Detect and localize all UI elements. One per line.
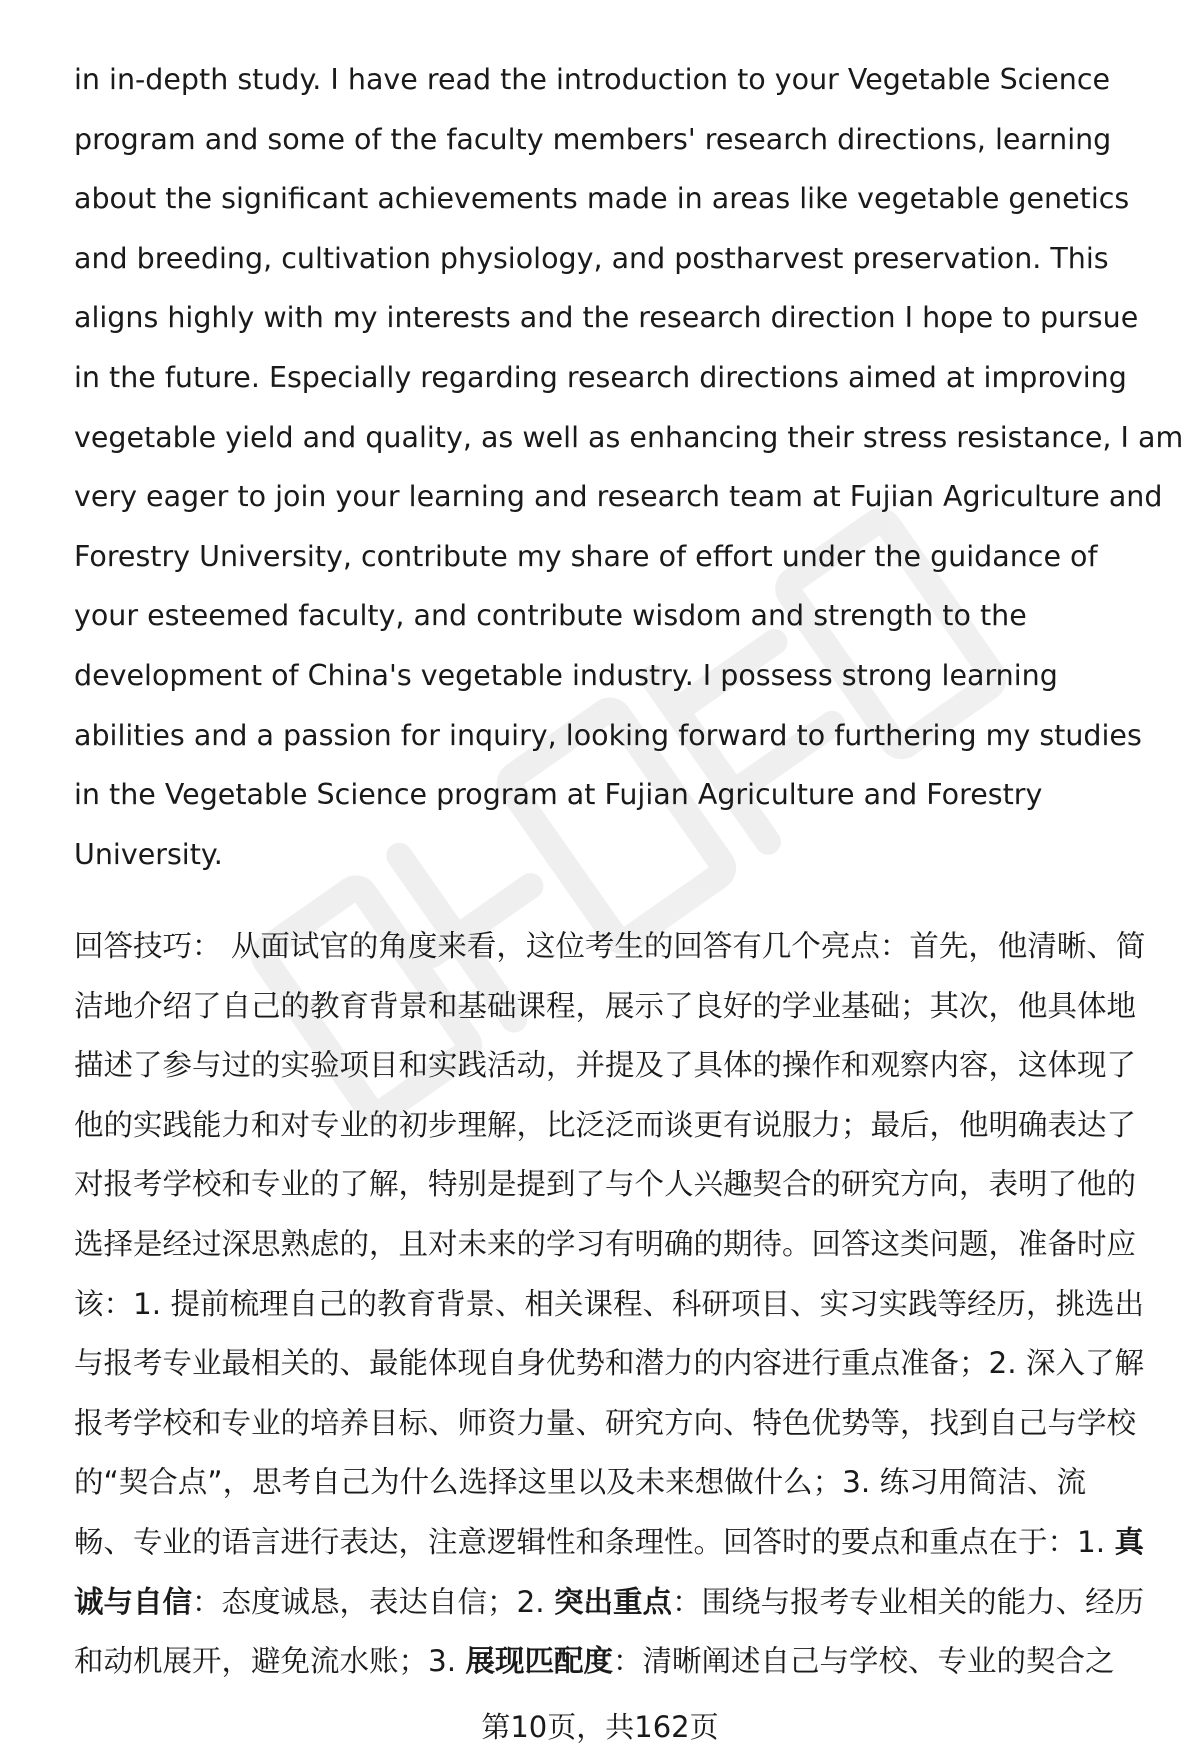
english-paragraph	[74, 50, 1184, 884]
text-line	[74, 1632, 1164, 1692]
text-line: 他的实践能力和对专业的初步理解，比泛泛而谈更有说服力；最后，他明确表达了	[74, 1107, 1137, 1142]
bold-text: 诚与自信	[74, 1584, 193, 1619]
text-line: in the Vegetable Science program at Fujian Agriculture and Forestry	[74, 778, 1043, 812]
bold-text: 真	[1114, 1524, 1145, 1559]
text-line: development of China's vegetable industry. I possess strong learning	[74, 658, 1058, 692]
bold-text: 突出重点	[554, 1584, 673, 1619]
text-run: 畅、专业的语言进行表达，注意逻辑性和条理性。回答时的要点和重点在于：1.	[74, 1524, 1115, 1559]
text-line: 对报考学校和专业的了解，特别是提到了与个人兴趣契合的研究方向，表明了他的	[74, 1167, 1137, 1202]
text-run: 和动机展开，避免流水账；3.	[74, 1644, 466, 1679]
text-line	[74, 1513, 1164, 1573]
text-line: program and some of the faculty members' research directions, learning	[74, 122, 1112, 156]
page-number-footer: 第10页，共162页	[481, 1710, 719, 1744]
text-line: about the significant achievements made in areas like vegetable genetics	[74, 182, 1130, 216]
text-line: 回答技巧： 从面试官的角度来看，这位考生的回答有几个亮点：首先，他清晰、简	[74, 929, 1146, 963]
text-line: your esteemed faculty, and contribute wisdom and strength to the	[74, 599, 1027, 633]
text-line	[74, 1573, 1164, 1633]
answer-tips-paragraph	[74, 917, 1164, 1692]
text-line: very eager to join your learning and research team at Fujian Agriculture and	[74, 480, 1163, 514]
text-line: 洁地介绍了自己的教育背景和基础课程，展示了良好的学业基础；其次，他具体地	[74, 988, 1137, 1023]
text-run: ：态度诚恳，表达自信；2.	[192, 1584, 555, 1619]
text-line: 的“契合点”，思考自己为什么选择这里以及未来想做什么；3. 练习用简洁、流	[74, 1465, 1087, 1500]
text-line: 描述了参与过的实验项目和实践活动，并提及了具体的操作和观察内容，这体现了	[74, 1048, 1137, 1083]
text-line: and breeding, cultivation physiology, and postharvest preservation. This	[74, 241, 1109, 275]
text-line: 该：1. 提前梳理自己的教育背景、相关课程、科研项目、实习实践等经历，挑选出	[74, 1286, 1145, 1321]
text-line: 报考学校和专业的培养目标、师资力量、研究方向、特色优势等，找到自己与学校	[74, 1405, 1137, 1440]
text-line: aligns highly with my interests and the research direction I hope to pursue	[74, 301, 1139, 335]
bold-text: 展现匹配度	[465, 1644, 614, 1679]
text-line: University.	[74, 837, 223, 871]
text-line: 与报考专业最相关的、最能体现自身优势和潜力的内容进行重点准备；2. 深入了解	[74, 1346, 1145, 1381]
text-line: abilities and a passion for inquiry, looking forward to furthering my studies	[74, 718, 1142, 752]
text-line: in the future. Especially regarding research directions aimed at improving	[74, 360, 1127, 394]
text-run: ：围绕与报考专业相关的能力、经历	[672, 1584, 1145, 1619]
text-line: Forestry University, contribute my share of effort under the guidance of	[74, 539, 1098, 573]
text-run: ：清晰阐述自己与学校、专业的契合之	[613, 1644, 1115, 1679]
text-line: in in-depth study. I have read the introduction to your Vegetable Science	[74, 63, 1111, 96]
text-line: vegetable yield and quality, as well as enhancing their stress resistance, I am	[74, 420, 1184, 454]
text-line: 选择是经过深思熟虑的，且对未来的学习有明确的期待。回答这类问题，准备时应	[74, 1226, 1137, 1261]
